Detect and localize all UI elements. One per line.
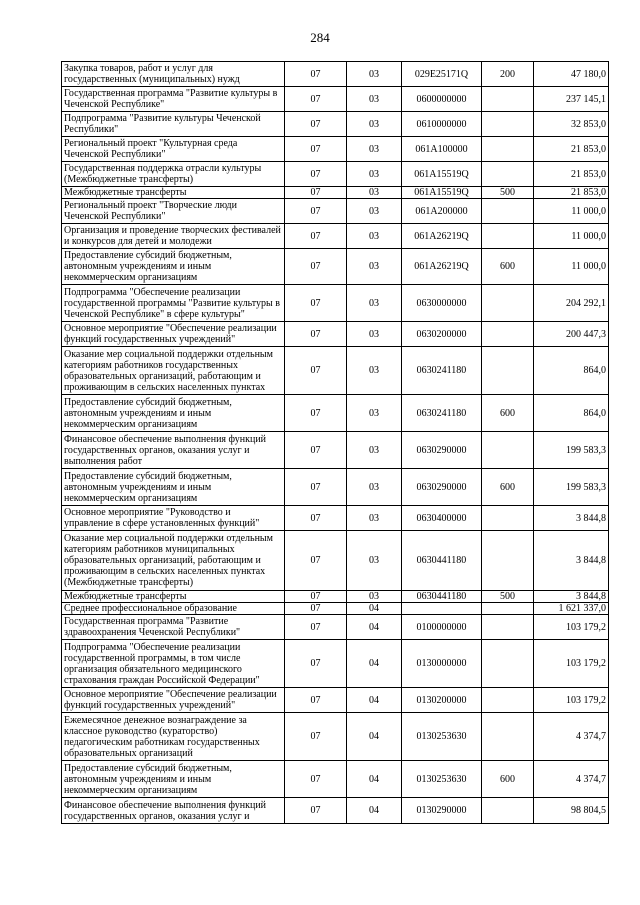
row-target-article-cell: 0630441180 [402, 531, 482, 591]
row-target-article-cell: 0630290000 [402, 432, 482, 469]
row-subsection-cell: 03 [347, 112, 402, 137]
table-row [62, 688, 609, 713]
row-section-cell: 07 [285, 112, 347, 137]
row-amount-cell: 4 374,7 [534, 761, 609, 798]
row-name-cell: Основное мероприятие "Руководство и управление в сфере установленных функций" [62, 506, 285, 531]
row-target-article-cell: 0130000000 [402, 640, 482, 688]
row-section-cell: 07 [285, 713, 347, 761]
row-target-article-cell: 061A200000 [402, 199, 482, 224]
table-row [62, 506, 609, 531]
row-name-cell: Предоставление субсидий бюджетным, автономным учреждениям и иным некоммерческим организациям [62, 249, 285, 285]
row-expense-type-cell [482, 615, 534, 640]
row-subsection-cell: 03 [347, 395, 402, 432]
row-expense-type-cell [482, 603, 534, 615]
row-expense-type-cell [482, 432, 534, 469]
row-name-cell: Государственная поддержка отрасли культуры (Межбюджетные трансферты) [62, 162, 285, 187]
row-section-cell: 07 [285, 603, 347, 615]
table-row [62, 137, 609, 162]
row-amount-cell: 21 853,0 [534, 137, 609, 162]
row-expense-type-cell [482, 199, 534, 224]
row-expense-type-cell: 600 [482, 249, 534, 285]
row-target-article-cell: 0630200000 [402, 322, 482, 347]
row-name-cell: Предоставление субсидий бюджетным, автономным учреждениям и иным некоммерческим организациям [62, 395, 285, 432]
row-amount-cell: 199 583,3 [534, 469, 609, 506]
row-subsection-cell: 03 [347, 249, 402, 285]
row-target-article-cell: 0130253630 [402, 713, 482, 761]
table-row [62, 224, 609, 249]
row-section-cell: 07 [285, 506, 347, 531]
page-number: 284 [310, 30, 330, 45]
row-subsection-cell: 03 [347, 285, 402, 322]
row-subsection-cell: 03 [347, 137, 402, 162]
row-expense-type-cell: 600 [482, 395, 534, 432]
row-name-cell: Финансовое обеспечение выполнения функций государственных органов, оказания услуг и выполнения работ [62, 432, 285, 469]
row-amount-cell: 3 844,8 [534, 591, 609, 603]
row-name-cell: Подпрограмма "Обеспечение реализации государственной программы, в том числе организация обязательного медицинского страхования граждан Российской Федерации" [62, 640, 285, 688]
row-expense-type-cell [482, 322, 534, 347]
row-target-article-cell: 0130253630 [402, 761, 482, 798]
row-name-cell: Оказание мер социальной поддержки отдельным категориям работников муниципальных образовательных организаций, работающим и проживающим в сельских населенных пунктах (Межбюджетные трансферты) [62, 531, 285, 591]
row-amount-cell: 3 844,8 [534, 506, 609, 531]
row-name-cell: Основное мероприятие "Обеспечение реализации функций государственных учреждений" [62, 688, 285, 713]
row-amount-cell: 21 853,0 [534, 187, 609, 199]
row-expense-type-cell [482, 531, 534, 591]
table-row [62, 112, 609, 137]
row-subsection-cell: 03 [347, 187, 402, 199]
row-target-article-cell: 0630241180 [402, 395, 482, 432]
row-name-cell: Закупка товаров, работ и услуг для государственных (муниципальных) нужд [62, 62, 285, 87]
row-target-article-cell: 0130200000 [402, 688, 482, 713]
row-target-article-cell: 0630241180 [402, 347, 482, 395]
table-row [62, 395, 609, 432]
row-target-article-cell: 0100000000 [402, 615, 482, 640]
row-subsection-cell: 04 [347, 761, 402, 798]
row-expense-type-cell: 500 [482, 591, 534, 603]
row-expense-type-cell [482, 162, 534, 187]
row-section-cell: 07 [285, 62, 347, 87]
row-subsection-cell: 03 [347, 531, 402, 591]
row-target-article-cell: 0630290000 [402, 469, 482, 506]
row-target-article-cell: 0630441180 [402, 591, 482, 603]
row-target-article-cell: 0630400000 [402, 506, 482, 531]
table-row [62, 285, 609, 322]
row-target-article-cell: 0130290000 [402, 798, 482, 824]
row-amount-cell: 200 447,3 [534, 322, 609, 347]
row-section-cell: 07 [285, 199, 347, 224]
row-subsection-cell: 04 [347, 798, 402, 824]
row-amount-cell: 864,0 [534, 395, 609, 432]
row-name-cell: Межбюджетные трансферты [62, 591, 285, 603]
row-name-cell: Региональный проект "Творческие люди Чеченской Республики" [62, 199, 285, 224]
row-section-cell: 07 [285, 432, 347, 469]
row-expense-type-cell [482, 713, 534, 761]
row-amount-cell: 103 179,2 [534, 640, 609, 688]
row-expense-type-cell [482, 112, 534, 137]
row-expense-type-cell [482, 224, 534, 249]
row-expense-type-cell: 600 [482, 469, 534, 506]
row-subsection-cell: 04 [347, 615, 402, 640]
row-target-article-cell: 061A100000 [402, 137, 482, 162]
row-subsection-cell: 03 [347, 224, 402, 249]
table-row [62, 798, 609, 824]
row-target-article-cell [402, 603, 482, 615]
row-subsection-cell: 04 [347, 603, 402, 615]
row-name-cell: Предоставление субсидий бюджетным, автономным учреждениям и иным некоммерческим организациям [62, 469, 285, 506]
row-name-cell: Среднее профессиональное образование [62, 603, 285, 615]
row-subsection-cell: 04 [347, 713, 402, 761]
table-row [62, 432, 609, 469]
row-target-article-cell: 0630000000 [402, 285, 482, 322]
row-subsection-cell: 04 [347, 640, 402, 688]
row-section-cell: 07 [285, 347, 347, 395]
row-section-cell: 07 [285, 798, 347, 824]
row-name-cell: Государственная программа "Развитие культуры в Чеченской Республике" [62, 87, 285, 112]
table-row [62, 162, 609, 187]
table-row [62, 615, 609, 640]
row-name-cell: Подпрограмма "Обеспечение реализации государственной программы "Развитие культуры в Чеченской Республике" в сфере культуры" [62, 285, 285, 322]
row-name-cell: Предоставление субсидий бюджетным, автономным учреждениям и иным некоммерческим организациям [62, 761, 285, 798]
row-expense-type-cell: 500 [482, 187, 534, 199]
row-name-cell: Подпрограмма "Развитие культуры Чеченской Республики" [62, 112, 285, 137]
row-section-cell: 07 [285, 224, 347, 249]
row-amount-cell: 98 804,5 [534, 798, 609, 824]
row-section-cell: 07 [285, 285, 347, 322]
table-row [62, 187, 609, 199]
row-amount-cell: 199 583,3 [534, 432, 609, 469]
row-section-cell: 07 [285, 615, 347, 640]
table-row [62, 469, 609, 506]
row-expense-type-cell: 200 [482, 62, 534, 87]
row-target-article-cell: 061A15519Q [402, 162, 482, 187]
row-expense-type-cell [482, 506, 534, 531]
row-subsection-cell: 03 [347, 506, 402, 531]
row-expense-type-cell [482, 347, 534, 395]
table-row [62, 603, 609, 615]
row-section-cell: 07 [285, 688, 347, 713]
row-expense-type-cell [482, 285, 534, 322]
row-section-cell: 07 [285, 761, 347, 798]
row-section-cell: 07 [285, 137, 347, 162]
table-row [62, 713, 609, 761]
row-subsection-cell: 03 [347, 162, 402, 187]
table-row [62, 531, 609, 591]
row-target-article-cell: 061A15519Q [402, 187, 482, 199]
row-amount-cell: 21 853,0 [534, 162, 609, 187]
table-row [62, 640, 609, 688]
row-amount-cell: 11 000,0 [534, 199, 609, 224]
row-target-article-cell: 061A26219Q [402, 224, 482, 249]
row-section-cell: 07 [285, 531, 347, 591]
row-section-cell: 07 [285, 187, 347, 199]
row-name-cell: Ежемесячное денежное вознаграждение за классное руководство (кураторство) педагогическим работникам государственных образовательных организаций [62, 713, 285, 761]
row-name-cell: Государственная программа "Развитие здравоохранения Чеченской Республики" [62, 615, 285, 640]
row-amount-cell: 32 853,0 [534, 112, 609, 137]
row-amount-cell: 237 145,1 [534, 87, 609, 112]
row-subsection-cell: 03 [347, 62, 402, 87]
row-section-cell: 07 [285, 469, 347, 506]
budget-table [61, 61, 609, 824]
row-amount-cell: 103 179,2 [534, 615, 609, 640]
row-amount-cell: 4 374,7 [534, 713, 609, 761]
table-row [62, 249, 609, 285]
row-subsection-cell: 03 [347, 591, 402, 603]
row-section-cell: 07 [285, 395, 347, 432]
row-name-cell: Межбюджетные трансферты [62, 187, 285, 199]
row-subsection-cell: 03 [347, 322, 402, 347]
row-name-cell: Основное мероприятие "Обеспечение реализации функций государственных учреждений" [62, 322, 285, 347]
table-row [62, 87, 609, 112]
row-target-article-cell: 061A26219Q [402, 249, 482, 285]
row-target-article-cell: 0600000000 [402, 87, 482, 112]
row-section-cell: 07 [285, 162, 347, 187]
row-amount-cell: 47 180,0 [534, 62, 609, 87]
row-section-cell: 07 [285, 640, 347, 688]
row-amount-cell: 204 292,1 [534, 285, 609, 322]
row-amount-cell: 11 000,0 [534, 224, 609, 249]
row-amount-cell: 103 179,2 [534, 688, 609, 713]
table-row [62, 761, 609, 798]
row-expense-type-cell [482, 798, 534, 824]
row-expense-type-cell [482, 87, 534, 112]
row-name-cell: Региональный проект "Культурная среда Чеченской Республики" [62, 137, 285, 162]
row-subsection-cell: 03 [347, 469, 402, 506]
row-amount-cell: 3 844,8 [534, 531, 609, 591]
table-row [62, 591, 609, 603]
row-subsection-cell: 03 [347, 199, 402, 224]
row-target-article-cell: 029E25171Q [402, 62, 482, 87]
row-expense-type-cell [482, 640, 534, 688]
row-amount-cell: 11 000,0 [534, 249, 609, 285]
row-name-cell: Организация и проведение творческих фестивалей и конкурсов для детей и молодежи [62, 224, 285, 249]
row-subsection-cell: 03 [347, 87, 402, 112]
row-expense-type-cell [482, 137, 534, 162]
row-amount-cell: 864,0 [534, 347, 609, 395]
table-row [62, 347, 609, 395]
row-subsection-cell: 03 [347, 347, 402, 395]
row-expense-type-cell: 600 [482, 761, 534, 798]
row-name-cell: Оказание мер социальной поддержки отдельным категориям работников государственных образовательных организаций, работающим и проживающим в сельских населенных пунктах [62, 347, 285, 395]
row-section-cell: 07 [285, 87, 347, 112]
table-row [62, 199, 609, 224]
row-section-cell: 07 [285, 591, 347, 603]
row-section-cell: 07 [285, 249, 347, 285]
row-section-cell: 07 [285, 322, 347, 347]
table-row [62, 322, 609, 347]
row-subsection-cell: 03 [347, 432, 402, 469]
table-row [62, 62, 609, 87]
row-amount-cell: 1 621 337,0 [534, 603, 609, 615]
row-name-cell: Финансовое обеспечение выполнения функций государственных органов, оказания услуг и [62, 798, 285, 824]
row-expense-type-cell [482, 688, 534, 713]
row-target-article-cell: 0610000000 [402, 112, 482, 137]
row-subsection-cell: 04 [347, 688, 402, 713]
